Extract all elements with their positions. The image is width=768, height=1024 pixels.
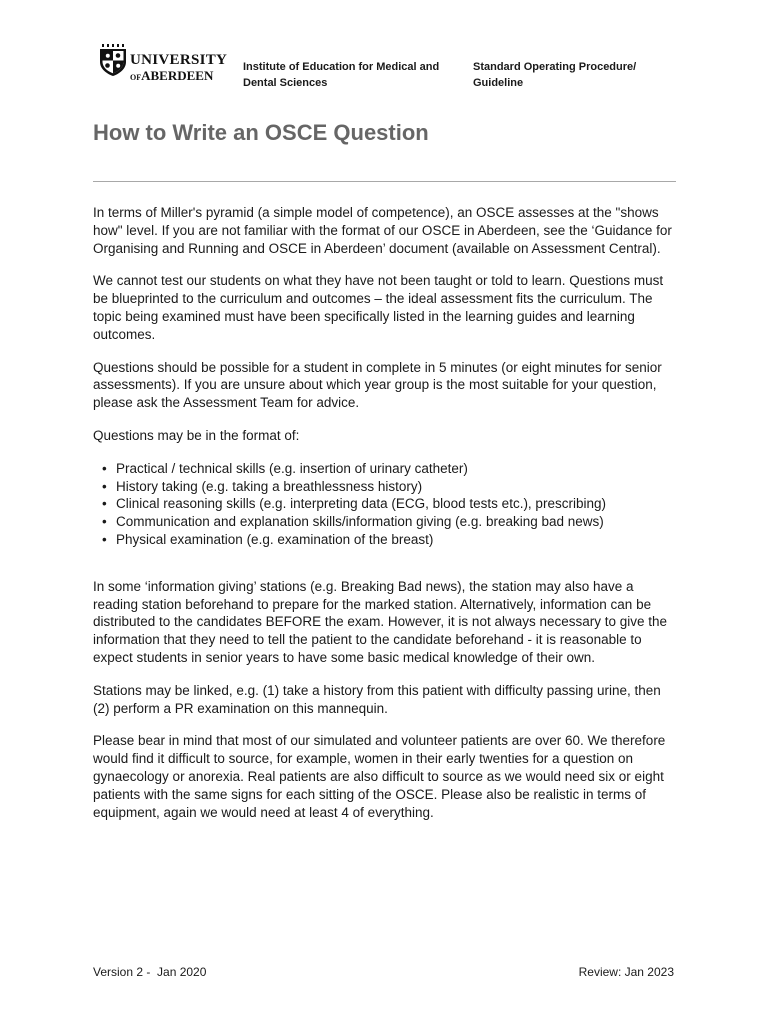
paragraph-information-giving: In some ‘information giving’ stations (e.g. Breaking Bad news), the station may also have a reading station beforehand to prepare for the marked station. Alternatively, information can be distributed to the candidates BEFORE the exam. However, it is not always necessary to give the information that they need to tell the patient to the candidate beforehand - it is reasonable to expect students in senior years to have some basic medical knowledge of their own. <box>93 578 668 665</box>
paragraph-patients: Please bear in mind that most of our simulated and volunteer patients are over 60. We therefore would find it difficult to source, for example, women in their early twenties for a question on gynaecology or anorexia. Real patients are also difficult to source as we would need six or eight patients with the same signs for each sitting of the OSCE. Please also be realistic in terms of equipment, again we would need at least 4 of everything. <box>93 733 666 820</box>
logo-university: UNIVERSITY <box>130 52 228 68</box>
university-crest-icon <box>98 44 128 76</box>
list-item: • History taking (e.g. taking a breathlessness history) <box>116 478 678 496</box>
logo-wordmark <box>130 53 227 82</box>
list-item: • Practical / technical skills (e.g. insertion of urinary catheter) <box>116 460 678 478</box>
footer-version: Version 2 - Jan 2020 <box>93 965 207 979</box>
paragraph-linked-stations: Stations may be linked, e.g. (1) take a history from this patient with difficulty passing urine, then (2) perform a PR examination on this mannequin. <box>93 682 661 716</box>
list-item: • Clinical reasoning skills (e.g. interpreting data (ECG, blood tests etc.), prescribing) <box>116 495 678 513</box>
footer-review-date: Review: Jan 2023 <box>578 965 674 979</box>
title-divider <box>93 181 676 182</box>
paragraph-blueprinting: We cannot test our students on what they have not been taught or told to learn. Questions must be blueprinted to the curriculum and outcomes – the ideal assessment fits the curriculum. The topic being examined must have been specifically listed in the learning guides and learning outcomes. <box>93 273 664 342</box>
list-item: • Physical examination (e.g. examination of the breast) <box>116 531 678 549</box>
paragraph-timing: Questions should be possible for a student in complete in 5 minutes (or eight minutes for senior assessments). If you are unsure about which year group is the most suitable for your question, please ask the Assessment Team for advice. <box>93 359 662 411</box>
university-logo <box>98 42 228 83</box>
header-institute: Institute of Education for Medical and Dental Sciences <box>243 61 440 89</box>
logo-aberdeen-line <box>130 69 227 82</box>
page-title: How to Write an OSCE Question <box>93 120 429 145</box>
paragraph-formats-intro: Questions may be in the format of: <box>93 427 300 443</box>
logo-of: OF <box>130 73 142 82</box>
header-document-type: Standard Operating Procedure/ Guideline <box>473 61 637 89</box>
list-item: • Communication and explanation skills/information giving (e.g. breaking bad news) <box>116 513 678 531</box>
paragraph-millers-pyramid: In terms of Miller's pyramid (a simple model of competence), an OSCE assesses at the "shows how" level. If you are not familiar with the format of our OSCE in Aberdeen, see the ‘Guidance for Organising and Running and OSCE in Aberdeen’ document (available on Assessment Central). <box>93 205 672 256</box>
question-format-list <box>93 460 678 549</box>
logo-aberdeen: ABERDEEN <box>141 68 214 83</box>
document-body <box>93 204 678 821</box>
